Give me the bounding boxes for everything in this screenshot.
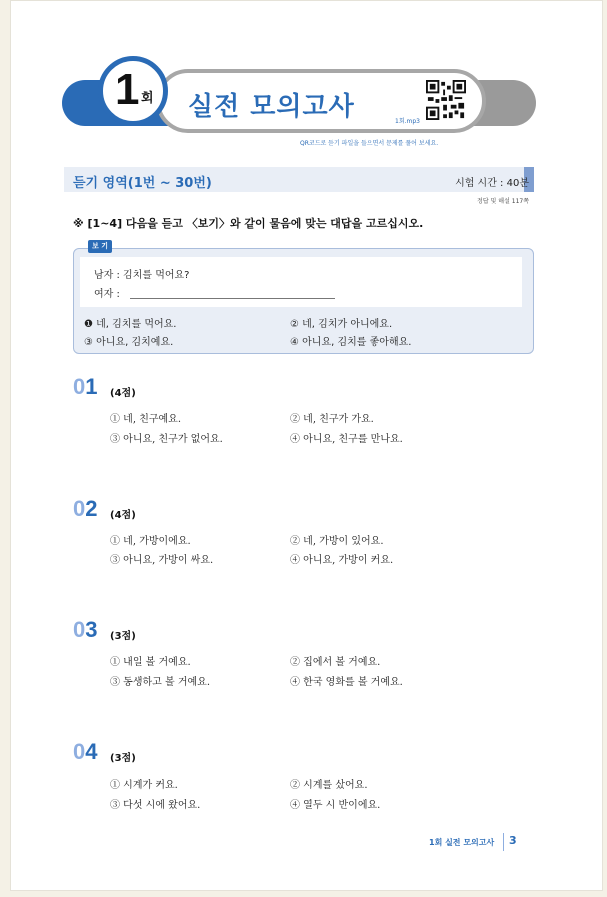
example-tag: 보 기 [88, 240, 112, 253]
question-option[interactable]: ② 집에서 볼 거예요. [290, 657, 381, 668]
audio-file-label: 1회.mp3 [395, 118, 420, 125]
question-option[interactable]: ① 네, 친구예요. [110, 414, 182, 425]
example-line-man: 남자 : 김치를 먹어요? [94, 270, 190, 281]
question-option[interactable]: ② 네, 가방이 있어요. [290, 536, 384, 547]
qr-code-icon[interactable] [426, 80, 466, 120]
question-points: (4점) [110, 510, 136, 521]
footer-divider [503, 833, 504, 851]
instruction-text: ※ [1~4] 다음을 듣고 〈보기〉와 같이 물음에 맞는 대답을 고르십시오. [73, 217, 424, 230]
question-option[interactable]: ① 네, 가방이에요. [110, 536, 191, 547]
answer-blank [130, 298, 335, 299]
question-points: (4점) [110, 388, 136, 399]
round-suffix: 회 [141, 91, 154, 106]
qr-instruction: QR코드로 듣기 파일을 들으면서 문제를 풀어 보세요. [300, 140, 439, 147]
question-option[interactable]: ① 내일 볼 거예요. [110, 657, 191, 668]
question-option[interactable]: ② 시계를 샀어요. [290, 780, 368, 791]
exam-time: 시험 시간 : 40분 [455, 178, 529, 189]
question-option[interactable]: ③ 아니요, 친구가 없어요. [110, 434, 223, 445]
answer-reference: 정답 및 해설 117쪽 [477, 198, 529, 205]
question-option[interactable]: ③ 아니요, 가방이 싸요. [110, 555, 214, 566]
question-number: 04 [73, 739, 98, 764]
question-option[interactable]: ③ 동생하고 볼 거예요. [110, 677, 210, 688]
question-option[interactable]: ① 시계가 커요. [110, 780, 178, 791]
example-option-3: ③ 아니요, 김치예요. [84, 337, 174, 348]
question-option[interactable]: ③ 다섯 시에 왔어요. [110, 800, 201, 811]
question-option[interactable]: ② 네, 친구가 가요. [290, 414, 374, 425]
example-dialogue [80, 257, 522, 307]
question-number: 02 [73, 496, 98, 521]
example-option-2: ② 네, 김치가 아니에요. [290, 319, 393, 330]
page-title: 실전 모의고사 [188, 92, 355, 122]
example-option-4: ④ 아니요, 김치를 좋아해요. [290, 337, 412, 348]
question-number: 01 [73, 374, 98, 399]
example-line-woman: 여자 : [94, 289, 120, 300]
example-option-1: ❶ 네, 김치를 먹어요. [84, 319, 177, 330]
question-points: (3점) [110, 753, 136, 764]
page [10, 0, 603, 891]
question-option[interactable]: ④ 한국 영화를 볼 거예요. [290, 677, 403, 688]
question-number: 03 [73, 617, 98, 642]
round-badge [98, 56, 168, 126]
section-title: 듣기 영역(1번 ~ 30번) [73, 176, 212, 191]
round-number: 1 [115, 65, 140, 114]
question-points: (3점) [110, 631, 136, 642]
question-option[interactable]: ④ 아니요, 가방이 커요. [290, 555, 394, 566]
question-option[interactable]: ④ 아니요, 친구를 만나요. [290, 434, 403, 445]
question-option[interactable]: ④ 열두 시 반이에요. [290, 800, 381, 811]
footer-label: 1회 실전 모의고사 [429, 838, 495, 847]
page-number: 3 [509, 834, 517, 847]
